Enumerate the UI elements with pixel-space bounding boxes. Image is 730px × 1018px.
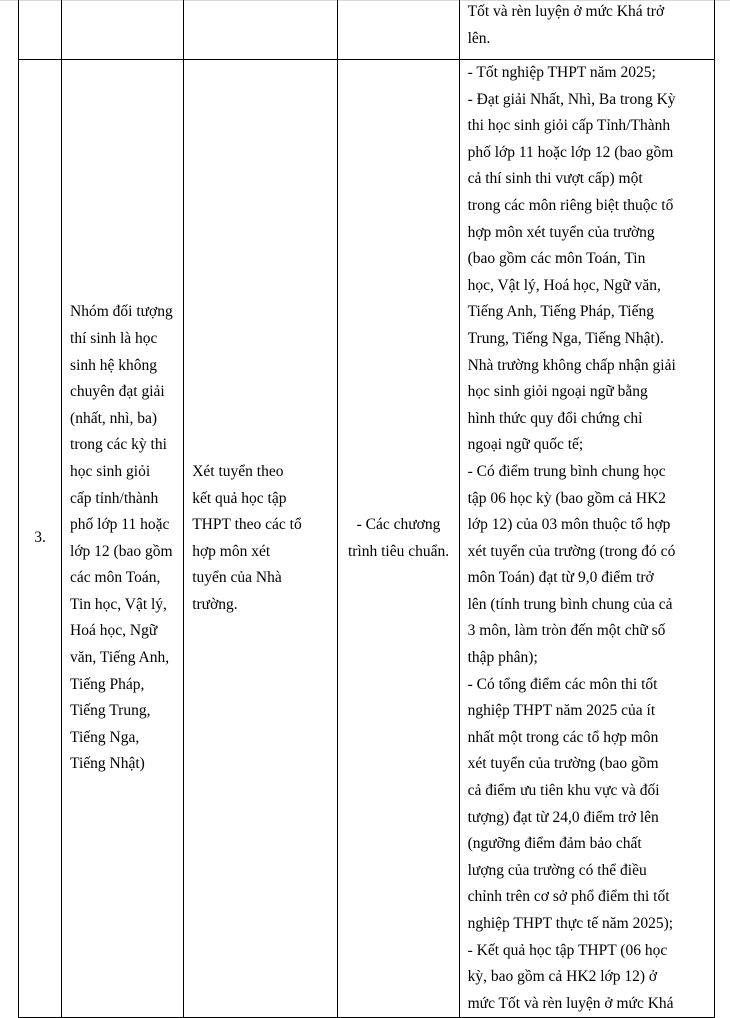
text-line: - Có điểm trung bình chung học [467, 462, 666, 480]
text-line: hợp môn xét [192, 542, 271, 560]
text-line: kết quả học tập [192, 489, 287, 507]
text-line: Tiếng Trung, [70, 702, 151, 720]
text-line: ngoại ngữ quốc tế; [467, 436, 584, 454]
text-line: lượng của trường có thể điều [467, 861, 647, 879]
text-line: Xét tuyển theo [192, 462, 284, 480]
text-line: - Đạt giải Nhất, Nhì, Ba trong Kỳ [467, 90, 676, 108]
text-line: mức Tốt và rèn luyện ở mức Khá [467, 994, 674, 1012]
candidate-group-text [62, 299, 183, 778]
text-line: Trung, Tiếng Nga, Tiếng Nhật). [467, 329, 664, 347]
text-line: sinh hệ không [70, 356, 158, 374]
text-line: học, Vật lý, Hoá học, Ngữ văn, [467, 276, 661, 294]
row-number: 3. [34, 529, 46, 547]
text-line: (nhất, nhì, ba) [70, 409, 157, 427]
text-line: lớp 12 (bao gồm [70, 542, 173, 560]
cell-group-previous [62, 0, 184, 60]
text-line: Tốt và rèn luyện ở mức Khá trở [467, 3, 665, 20]
text-line: các môn Toán, [70, 569, 161, 587]
cell-program [338, 60, 459, 1018]
text-line: thập phân); [467, 649, 538, 667]
text-line: THPT theo các tổ [192, 516, 302, 534]
text-line: phố lớp 11 hoặc lớp 12 (bao gồm [467, 143, 674, 161]
text-line: thí sinh là học [70, 329, 158, 347]
cell-admission-method [184, 60, 338, 1018]
text-line: học sinh giỏi [70, 462, 151, 480]
text-line: Tiếng Pháp, [70, 675, 145, 693]
cell-method-previous [184, 0, 338, 60]
text-line: tuyển của Nhà [192, 569, 282, 587]
text-line: Nhà trường không chấp nhận giải [467, 356, 676, 374]
cell-candidate-group [62, 60, 184, 1018]
text-line: thi học sinh giỏi cấp Tỉnh/Thành [467, 117, 671, 135]
text-line: xét tuyển của trường (bao gồm [467, 755, 659, 773]
conditions-text [460, 60, 714, 1017]
text-line: học sinh giỏi ngoại ngữ bằng [467, 383, 648, 401]
text-line: Tin học, Vật lý, [70, 595, 167, 613]
text-line: chỉnh trên cơ sở phổ điểm thi tốt [467, 888, 670, 906]
text-line: nghiệp THPT thực tế năm 2025); [467, 915, 674, 932]
text-line: kỳ, bao gồm cả HK2 lớp 12) ở [467, 968, 658, 986]
text-line: trong các kỳ thi [70, 436, 167, 454]
text-line: - Tốt nghiệp THPT năm 2025; [467, 64, 656, 81]
text-line: trong các môn riêng biệt thuộc tổ [467, 196, 674, 214]
text-line: Hoá học, Ngữ [70, 622, 158, 640]
admission-method-text [184, 459, 337, 619]
text-line: Tiếng Anh, Tiếng Pháp, Tiếng [467, 303, 654, 321]
text-line: lên. [467, 29, 491, 47]
text-line: hình thức quy đổi chứng chỉ [467, 409, 643, 427]
text-line: Nhóm đối tượng [70, 303, 173, 321]
text-line: lên (tính trung bình chung của cả [467, 595, 673, 613]
conditions-previous-text [460, 0, 714, 52]
text-line: văn, Tiếng Anh, [70, 649, 170, 667]
text-line: Tiếng Nhật) [70, 755, 145, 773]
text-line: nghiệp THPT năm 2025 của ít [467, 702, 656, 720]
text-line: phố lớp 11 hoặc [70, 516, 170, 534]
cell-program-previous [338, 0, 459, 60]
text-line: xét tuyển của trường (trong đó có [467, 542, 676, 560]
cell-conditions [459, 60, 714, 1018]
text-line: chuyên đạt giải [70, 383, 165, 401]
cell-stt [19, 60, 62, 1018]
text-line: - Kết quả học tập THPT (06 học [467, 941, 668, 959]
text-line: - Các chương [356, 516, 441, 534]
text-line: (ngưỡng điểm đảm bảo chất [467, 835, 642, 853]
text-line: trình tiêu chuẩn. [347, 542, 450, 560]
text-line: cả điểm ưu tiên khu vực và đối [467, 782, 660, 800]
cell-stt-previous [19, 0, 62, 60]
text-line: lớp 12) của 03 môn thuộc tổ hợp [467, 516, 671, 534]
text-line: tượng) đạt từ 24,0 điểm trở lên [467, 808, 659, 826]
text-line: cấp tỉnh/thành [70, 489, 159, 507]
text-line: tập 06 học kỳ (bao gồm cả HK2 [467, 489, 667, 507]
admission-criteria-table [18, 0, 715, 1018]
text-line: 3 môn, làm tròn đến một chữ số [467, 622, 666, 640]
cell-conditions-previous [459, 0, 714, 60]
program-text [338, 512, 458, 565]
text-line: - Có tổng điểm các môn thi tốt [467, 675, 658, 693]
text-line: hợp môn xét tuyển của trường [467, 223, 655, 241]
text-line: (bao gồm các môn Toán, Tin [467, 250, 646, 268]
text-line: trường. [192, 595, 238, 613]
text-line: môn Toán) đạt từ 9,0 điểm trở [467, 569, 654, 587]
table-row-previous [19, 0, 715, 60]
text-line: cả thí sinh thi vượt cấp) một [467, 170, 643, 188]
text-line: Tiếng Nga, [70, 728, 140, 746]
text-line: nhất một trong các tổ hợp môn [467, 728, 659, 746]
table-row-3 [19, 60, 715, 1018]
